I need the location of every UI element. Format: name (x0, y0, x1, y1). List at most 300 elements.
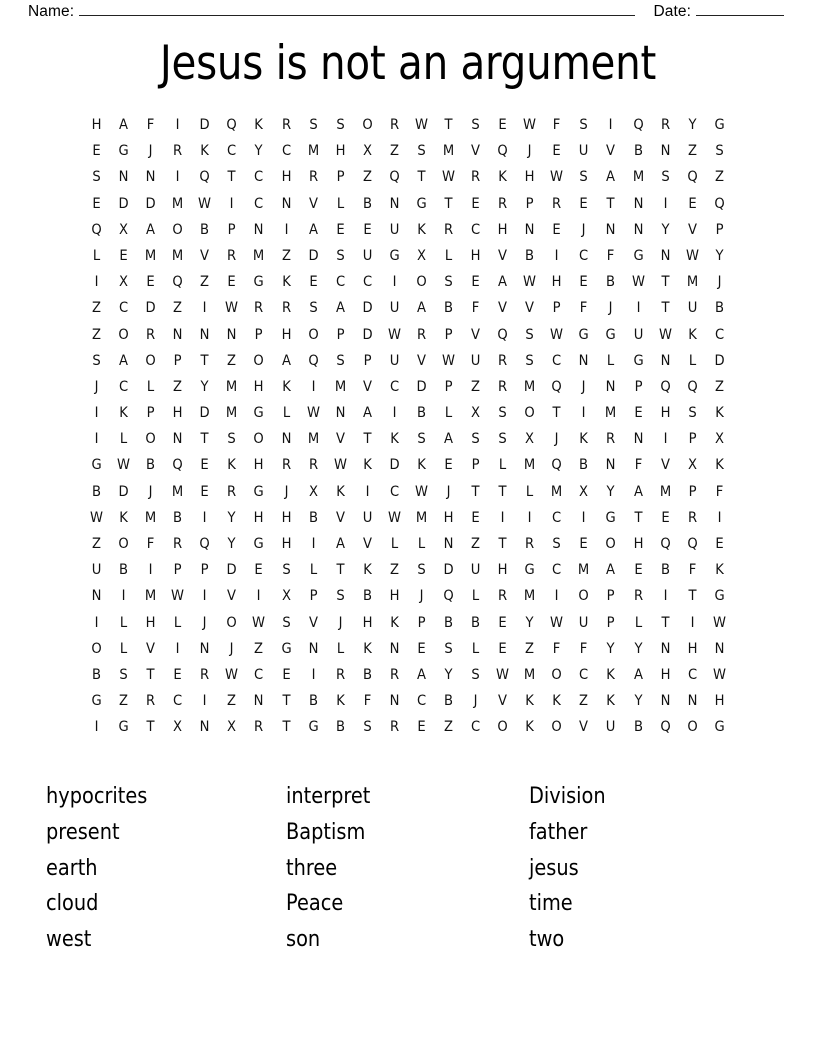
grid-letter[interactable]: I (121, 587, 126, 605)
grid-letter[interactable]: V (498, 299, 508, 317)
grid-letter[interactable]: B (92, 665, 102, 683)
grid-letter[interactable]: U (389, 220, 400, 238)
grid-letter[interactable]: C (254, 194, 264, 212)
grid-letter[interactable]: K (200, 142, 210, 160)
grid-letter[interactable]: W (387, 508, 401, 526)
grid-letter[interactable]: I (311, 377, 316, 395)
grid-letter[interactable]: K (579, 430, 589, 448)
grid-letter[interactable]: W (658, 325, 672, 343)
grid-letter[interactable]: C (173, 692, 183, 710)
grid-letter[interactable]: G (118, 142, 129, 160)
grid-letter[interactable]: I (94, 718, 99, 736)
grid-letter[interactable]: K (363, 561, 372, 579)
grid-letter[interactable]: N (281, 430, 292, 448)
grid-letter[interactable]: P (336, 168, 345, 186)
grid-letter[interactable]: V (606, 142, 616, 160)
grid-letter[interactable]: S (525, 325, 534, 343)
grid-letter[interactable]: K (119, 508, 128, 526)
grid-letter[interactable]: P (688, 430, 697, 448)
grid-letter[interactable]: V (200, 246, 210, 264)
grid-letter[interactable]: Z (92, 325, 102, 343)
grid-letter[interactable]: R (498, 377, 508, 395)
word-list-item[interactable]: hypocrites (46, 783, 148, 809)
grid-letter[interactable]: F (634, 456, 642, 474)
grid-letter[interactable]: A (498, 273, 508, 291)
grid-letter[interactable]: C (714, 325, 724, 343)
grid-letter[interactable]: D (389, 456, 400, 474)
grid-letter[interactable]: K (390, 613, 399, 631)
grid-letter[interactable]: R (606, 430, 616, 448)
grid-letter[interactable]: L (526, 482, 534, 500)
grid-letter[interactable]: G (280, 639, 292, 657)
grid-letter[interactable]: P (200, 561, 209, 579)
grid-letter[interactable]: G (253, 535, 265, 552)
grid-letter[interactable]: O (578, 587, 590, 605)
grid-letter[interactable]: M (632, 168, 644, 186)
grid-letter[interactable]: N (308, 639, 319, 657)
grid-letter[interactable]: R (281, 116, 291, 133)
grid-letter[interactable]: C (416, 692, 427, 710)
grid-letter[interactable]: J (338, 613, 343, 631)
grid-letter[interactable]: H (687, 639, 698, 657)
grid-letter[interactable]: J (581, 220, 586, 238)
grid-letter[interactable]: A (416, 665, 426, 683)
grid-letter[interactable]: I (257, 587, 261, 605)
grid-letter[interactable]: Z (200, 273, 210, 291)
grid-letter[interactable]: L (147, 377, 155, 395)
grid-letter[interactable]: K (687, 325, 697, 343)
grid-letter[interactable]: N (199, 639, 210, 657)
grid-letter[interactable]: Y (607, 482, 616, 500)
grid-letter[interactable]: Q (714, 194, 725, 212)
grid-letter[interactable]: T (227, 168, 236, 186)
grid-letter[interactable]: M (524, 377, 536, 395)
grid-letter[interactable]: W (523, 273, 537, 291)
grid-letter[interactable]: I (392, 273, 397, 291)
grid-letter[interactable]: W (496, 665, 510, 683)
grid-letter[interactable]: I (94, 430, 99, 448)
grid-letter[interactable]: W (442, 168, 456, 186)
grid-letter[interactable]: L (444, 246, 453, 264)
grid-letter[interactable]: S (281, 613, 291, 631)
grid-letter[interactable]: R (254, 299, 264, 317)
grid-letter[interactable]: U (362, 508, 373, 526)
grid-letter[interactable]: Z (227, 351, 237, 369)
grid-letter[interactable]: K (281, 377, 291, 395)
grid-letter[interactable]: S (336, 351, 345, 369)
grid-letter[interactable]: B (362, 194, 372, 212)
grid-letter[interactable]: S (579, 168, 589, 186)
grid-letter[interactable]: E (173, 665, 182, 683)
grid-letter[interactable]: H (172, 404, 183, 422)
grid-letter[interactable]: U (579, 613, 589, 631)
grid-letter[interactable]: I (554, 246, 559, 264)
grid-letter[interactable]: M (307, 142, 319, 160)
grid-letter[interactable]: N (227, 325, 237, 343)
grid-letter[interactable]: Z (471, 377, 481, 395)
grid-letter[interactable]: Z (389, 561, 399, 579)
grid-letter[interactable]: F (607, 246, 615, 264)
grid-letter[interactable]: N (389, 639, 400, 657)
grid-letter[interactable]: B (444, 692, 454, 710)
grid-letter[interactable]: T (688, 587, 697, 605)
grid-letter[interactable]: P (173, 351, 182, 369)
grid-letter[interactable]: I (202, 299, 207, 317)
grid-letter[interactable]: X (281, 587, 291, 605)
grid-letter[interactable]: H (335, 142, 346, 160)
grid-letter[interactable]: Z (92, 535, 102, 552)
grid-letter[interactable]: R (146, 325, 156, 343)
grid-letter[interactable]: I (609, 116, 613, 133)
grid-letter[interactable]: P (552, 299, 561, 317)
grid-letter[interactable]: H (497, 220, 508, 238)
grid-letter[interactable]: A (335, 299, 345, 317)
grid-letter[interactable]: X (714, 430, 724, 448)
grid-letter[interactable]: R (552, 194, 562, 212)
grid-letter[interactable]: D (199, 404, 210, 422)
grid-letter[interactable]: N (389, 692, 400, 710)
grid-letter[interactable]: C (119, 377, 129, 395)
word-list-item[interactable]: Peace (286, 890, 344, 917)
grid-letter[interactable]: R (443, 220, 454, 238)
grid-letter[interactable]: P (471, 456, 480, 474)
grid-letter[interactable]: J (527, 142, 532, 160)
grid-letter[interactable]: B (119, 561, 129, 579)
grid-letter[interactable]: I (202, 587, 207, 605)
grid-letter[interactable]: G (253, 482, 265, 500)
grid-letter[interactable]: A (444, 430, 454, 448)
grid-letter[interactable]: C (227, 142, 237, 160)
grid-letter[interactable]: C (119, 299, 129, 317)
grid-letter[interactable]: I (690, 613, 695, 631)
grid-letter[interactable]: F (715, 482, 724, 500)
grid-letter[interactable]: Z (471, 535, 481, 552)
grid-letter[interactable]: P (173, 561, 182, 579)
grid-letter[interactable]: E (281, 665, 291, 683)
grid-letter[interactable]: O (145, 351, 156, 369)
grid-letter[interactable]: S (552, 535, 562, 552)
grid-letter[interactable]: A (146, 220, 156, 238)
grid-letter[interactable]: N (714, 639, 725, 657)
grid-letter[interactable]: B (525, 246, 535, 264)
grid-letter[interactable]: Q (443, 587, 454, 605)
grid-letter[interactable]: N (335, 404, 346, 422)
grid-letter[interactable]: Y (254, 142, 264, 160)
grid-letter[interactable]: G (714, 718, 725, 736)
grid-letter[interactable]: J (229, 639, 234, 657)
grid-letter[interactable]: B (92, 482, 102, 500)
grid-letter[interactable]: Y (715, 246, 724, 264)
grid-letter[interactable]: J (717, 273, 722, 291)
grid-letter[interactable]: O (118, 325, 129, 343)
grid-letter[interactable]: Z (362, 168, 372, 186)
grid-letter[interactable]: H (254, 377, 264, 395)
grid-letter[interactable]: W (712, 613, 726, 631)
grid-letter[interactable]: W (523, 116, 537, 133)
grid-letter[interactable]: N (579, 351, 589, 369)
grid-letter[interactable]: O (91, 639, 102, 657)
grid-letter[interactable]: O (145, 430, 156, 448)
grid-letter[interactable]: K (119, 404, 128, 422)
grid-letter[interactable]: S (417, 142, 426, 160)
grid-letter[interactable]: S (92, 168, 101, 186)
grid-letter[interactable]: F (553, 639, 561, 657)
grid-letter[interactable]: B (660, 561, 670, 579)
grid-letter[interactable]: F (146, 535, 155, 552)
grid-letter[interactable]: J (94, 377, 99, 395)
grid-letter[interactable]: N (660, 639, 671, 657)
grid-letter[interactable]: O (497, 718, 508, 736)
grid-letter[interactable]: G (578, 325, 590, 343)
grid-letter[interactable]: X (173, 718, 183, 736)
word-search-grid[interactable] (83, 112, 733, 741)
grid-letter[interactable]: R (416, 325, 427, 343)
grid-letter[interactable]: K (281, 273, 291, 291)
grid-letter[interactable]: S (471, 430, 480, 448)
grid-letter[interactable]: K (525, 692, 535, 710)
grid-letter[interactable]: E (552, 142, 562, 160)
grid-letter[interactable]: E (579, 194, 589, 212)
grid-letter[interactable]: E (417, 718, 426, 736)
grid-letter[interactable]: B (416, 404, 426, 422)
grid-letter[interactable]: E (471, 194, 480, 212)
grid-letter[interactable]: M (253, 246, 265, 264)
grid-letter[interactable]: I (581, 404, 586, 422)
grid-letter[interactable]: C (471, 718, 481, 736)
grid-letter[interactable]: N (145, 168, 156, 186)
grid-letter[interactable]: I (311, 535, 316, 552)
grid-letter[interactable]: E (146, 273, 155, 291)
grid-letter[interactable]: T (417, 168, 426, 186)
grid-letter[interactable]: W (90, 508, 104, 526)
grid-letter[interactable]: G (253, 273, 265, 291)
grid-letter[interactable]: S (336, 116, 345, 133)
grid-letter[interactable]: G (633, 246, 644, 264)
grid-letter[interactable]: J (202, 613, 207, 631)
grid-letter[interactable]: S (308, 299, 318, 317)
grid-letter[interactable]: Q (91, 220, 102, 238)
grid-letter[interactable]: M (334, 377, 346, 395)
grid-letter[interactable]: S (498, 404, 507, 422)
grid-letter[interactable]: I (94, 613, 99, 631)
word-list-item[interactable]: cloud (46, 890, 99, 917)
grid-letter[interactable]: I (500, 508, 505, 526)
grid-letter[interactable]: N (281, 194, 292, 212)
grid-letter[interactable]: S (308, 116, 318, 133)
grid-letter[interactable]: Q (687, 377, 698, 395)
grid-letter[interactable]: X (227, 718, 237, 736)
grid-letter[interactable]: C (579, 246, 589, 264)
grid-letter[interactable]: E (444, 456, 453, 474)
grid-letter[interactable]: F (146, 116, 155, 133)
grid-letter[interactable]: Q (659, 718, 671, 736)
grid-letter[interactable]: D (443, 561, 454, 579)
grid-letter[interactable]: I (663, 587, 668, 605)
grid-letter[interactable]: J (446, 482, 451, 500)
grid-letter[interactable]: Y (227, 508, 236, 526)
grid-letter[interactable]: N (172, 430, 183, 448)
grid-letter[interactable]: G (605, 508, 617, 526)
grid-letter[interactable]: N (633, 220, 644, 238)
grid-letter[interactable]: W (306, 404, 320, 422)
name-write-line[interactable] (79, 2, 635, 16)
grid-letter[interactable]: F (580, 639, 588, 657)
grid-letter[interactable]: R (389, 718, 399, 736)
grid-letter[interactable]: J (473, 692, 478, 710)
grid-letter[interactable]: V (498, 246, 508, 264)
grid-letter[interactable]: G (714, 587, 725, 605)
grid-letter[interactable]: M (172, 246, 184, 264)
grid-letter[interactable]: S (579, 116, 589, 133)
grid-letter[interactable]: N (443, 535, 454, 552)
grid-letter[interactable]: I (717, 508, 722, 526)
grid-letter[interactable]: E (363, 220, 372, 238)
grid-letter[interactable]: S (471, 116, 480, 133)
grid-letter[interactable]: N (389, 194, 400, 212)
grid-letter[interactable]: G (91, 692, 102, 710)
grid-letter[interactable]: I (365, 482, 370, 500)
grid-letter[interactable]: H (714, 692, 725, 710)
grid-letter[interactable]: X (525, 430, 535, 448)
grid-letter[interactable]: X (687, 456, 697, 474)
grid-letter[interactable]: O (307, 325, 319, 343)
grid-letter[interactable]: T (200, 351, 209, 369)
grid-letter[interactable]: Z (687, 142, 697, 160)
grid-letter[interactable]: L (119, 430, 128, 448)
grid-letter[interactable]: G (389, 246, 400, 264)
grid-letter[interactable]: I (94, 404, 99, 422)
grid-letter[interactable]: Z (389, 142, 399, 160)
grid-letter[interactable]: H (281, 535, 292, 552)
grid-letter[interactable]: M (605, 404, 617, 422)
word-list-item[interactable]: father (529, 818, 588, 845)
grid-letter[interactable]: P (607, 587, 615, 605)
grid-letter[interactable]: Y (200, 377, 209, 395)
grid-letter[interactable]: E (227, 273, 237, 291)
grid-letter[interactable]: D (714, 351, 725, 369)
grid-letter[interactable]: L (119, 613, 128, 631)
grid-letter[interactable]: I (94, 273, 99, 291)
grid-letter[interactable]: O (172, 220, 183, 238)
grid-letter[interactable]: E (92, 194, 101, 212)
grid-letter[interactable]: V (471, 325, 481, 343)
grid-letter[interactable]: R (173, 535, 183, 552)
grid-letter[interactable]: Q (632, 116, 644, 133)
grid-letter[interactable]: O (416, 273, 427, 291)
grid-letter[interactable]: U (91, 561, 102, 579)
grid-letter[interactable]: B (444, 299, 454, 317)
grid-letter[interactable]: T (363, 430, 372, 448)
grid-letter[interactable]: A (308, 220, 318, 238)
grid-letter[interactable]: R (281, 299, 291, 317)
grid-letter[interactable]: U (470, 561, 481, 579)
grid-letter[interactable]: K (335, 692, 345, 710)
word-list-item[interactable]: west (46, 926, 92, 953)
grid-letter[interactable]: T (282, 718, 291, 736)
grid-letter[interactable]: P (146, 404, 155, 422)
grid-letter[interactable]: A (362, 404, 372, 422)
grid-letter[interactable]: D (145, 194, 156, 212)
grid-letter[interactable]: V (525, 299, 535, 317)
grid-letter[interactable]: T (661, 299, 670, 317)
grid-letter[interactable]: R (254, 718, 264, 736)
grid-letter[interactable]: R (389, 116, 399, 133)
grid-letter[interactable]: I (202, 692, 207, 710)
grid-letter[interactable]: H (254, 456, 264, 474)
grid-letter[interactable]: J (284, 482, 289, 500)
grid-letter[interactable]: R (281, 456, 291, 474)
grid-letter[interactable]: B (308, 508, 318, 526)
grid-letter[interactable]: M (551, 482, 563, 500)
grid-letter[interactable]: N (660, 246, 671, 264)
grid-letter[interactable]: M (145, 508, 157, 526)
grid-letter[interactable]: P (607, 613, 615, 631)
grid-letter[interactable]: Q (551, 456, 563, 474)
grid-letter[interactable]: U (389, 299, 400, 317)
grid-letter[interactable]: S (417, 561, 426, 579)
grid-letter[interactable]: X (119, 273, 129, 291)
grid-letter[interactable]: L (174, 613, 182, 631)
grid-letter[interactable]: N (633, 194, 644, 212)
grid-letter[interactable]: O (226, 613, 238, 631)
grid-letter[interactable]: W (171, 587, 185, 605)
grid-letter[interactable]: C (552, 561, 562, 579)
grid-letter[interactable]: W (550, 613, 564, 631)
grid-letter[interactable]: T (661, 273, 670, 291)
grid-letter[interactable]: H (362, 613, 373, 631)
grid-letter[interactable]: R (660, 116, 670, 133)
grid-letter[interactable]: Z (92, 299, 102, 317)
grid-letter[interactable]: U (389, 351, 400, 369)
grid-letter[interactable]: Q (551, 377, 563, 395)
grid-letter[interactable]: O (118, 535, 129, 552)
grid-letter[interactable]: A (281, 351, 291, 369)
grid-letter[interactable]: D (145, 299, 156, 317)
grid-letter[interactable]: R (633, 587, 643, 605)
grid-letter[interactable]: K (606, 692, 616, 710)
word-list-item[interactable]: three (286, 854, 338, 881)
grid-letter[interactable]: C (389, 377, 399, 395)
grid-letter[interactable]: L (336, 639, 344, 657)
grid-letter[interactable]: Y (661, 220, 670, 238)
grid-letter[interactable]: S (119, 665, 128, 683)
grid-letter[interactable]: K (363, 639, 372, 657)
grid-letter[interactable]: I (527, 508, 532, 526)
grid-letter[interactable]: W (631, 273, 645, 291)
grid-letter[interactable]: U (579, 142, 589, 160)
grid-letter[interactable]: M (578, 561, 590, 579)
grid-letter[interactable]: E (661, 508, 670, 526)
grid-letter[interactable]: S (363, 718, 372, 736)
grid-letter[interactable]: A (633, 482, 643, 500)
grid-letter[interactable]: M (686, 273, 698, 291)
grid-letter[interactable]: H (281, 508, 292, 526)
grid-letter[interactable]: Q (389, 168, 400, 186)
word-list-item[interactable]: two (529, 926, 565, 953)
grid-letter[interactable]: F (688, 561, 697, 579)
grid-letter[interactable]: T (200, 430, 209, 448)
grid-letter[interactable]: T (146, 665, 155, 683)
grid-letter[interactable]: N (606, 456, 616, 474)
grid-letter[interactable]: Z (119, 692, 129, 710)
grid-letter[interactable]: N (91, 587, 102, 605)
grid-letter[interactable]: N (633, 430, 644, 448)
grid-letter[interactable]: E (633, 404, 643, 422)
grid-letter[interactable]: C (254, 665, 264, 683)
grid-letter[interactable]: A (119, 116, 129, 133)
grid-letter[interactable]: M (524, 665, 536, 683)
grid-letter[interactable]: N (172, 325, 183, 343)
